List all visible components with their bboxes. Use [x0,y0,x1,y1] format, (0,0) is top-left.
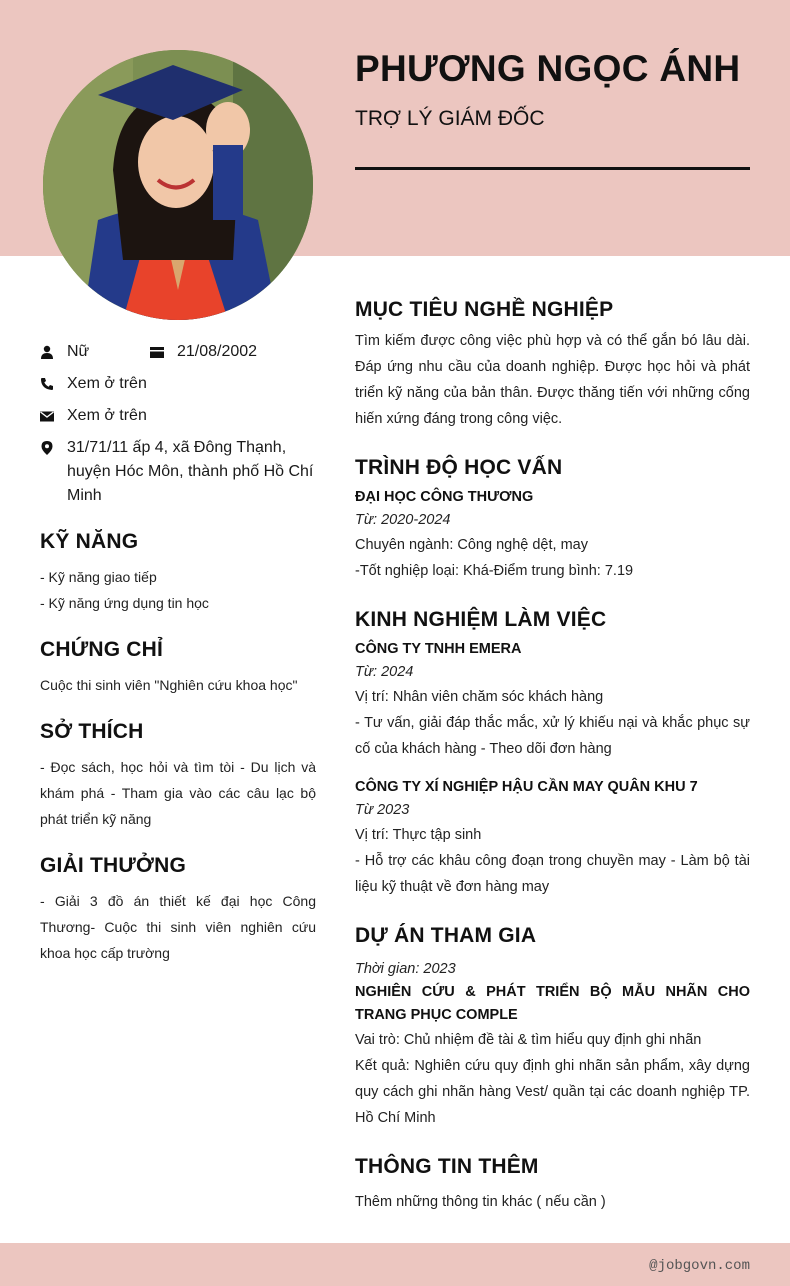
email-value: Xem ở trên [67,407,147,424]
calendar-icon [150,340,177,364]
address-value: 31/71/11 ấp 4, xã Đông Thạnh, huyện Hóc Môn, thành phố Hồ Chí Minh [67,439,314,504]
job-description: - Tư vấn, giải đáp thắc mắc, xử lý khiếu nại và khắc phục sự cố của khách hàng - Theo dõi đơn hàng [355,715,750,757]
certificates-text: Cuộc thi sinh viên "Nghiên cứu khoa học" [40,677,298,693]
person-icon [40,340,67,364]
location-pin-icon [40,436,67,460]
skills-heading: KỸ NĂNG [40,530,139,553]
left-column [40,340,316,966]
job-entry [355,776,750,900]
hobbies-text: - Đọc sách, học hỏi và tìm tòi - Du lịch và khám phá - Tham gia vào các câu lạc bộ phát triển kỹ năng [40,759,316,827]
project-result: Kết quả: Nghiên cứu quy định ghi nhãn sản phẩm, xây dựng quy cách ghi nhãn hàng Vest/ quần tại các doanh nghiệp TP. Hồ Chí Minh [355,1058,750,1126]
extra-info-text: Thêm những thông tin khác ( nếu cần ) [355,1194,606,1210]
project-name: NGHIÊN CỨU & PHÁT TRIỂN BỘ MẪU NHÃN CHO TRANG PHỤC COMPLE [355,984,750,1023]
education-period: Từ: 2020-2024 [355,512,451,528]
phone-row [40,372,316,396]
awards-heading: GIẢI THƯỞNG [40,854,187,877]
objective-text: Tìm kiếm được công việc phù hợp và có thể gắn bó lâu dài. Đáp ứng nhu cầu của doanh nghiệp. Được học hỏi và phát triển kỹ năng của bản thân. Được thăng tiến với những cống hiến xứng đáng trong công việc. [355,333,750,427]
job-position: Vị trí: Thực tập sinh [355,827,482,843]
phone-icon [40,372,67,396]
experience-section [355,608,750,900]
address-row [40,436,316,508]
school-name: ĐẠI HỌC CÔNG THƯƠNG [355,489,534,505]
company-name: CÔNG TY TNHH EMERA [355,641,522,657]
objective-section [355,298,750,432]
awards-text: - Giải 3 đồ án thiết kế đại học Công Thương- Cuộc thi sinh viên nghiên cứu khoa học cấp trường [40,893,316,961]
gender-value: Nữ [67,343,90,360]
job-period: Từ: 2024 [355,664,414,680]
extra-info-heading: THÔNG TIN THÊM [355,1155,539,1178]
skill-item: - Kỹ năng ứng dụng tin học [40,595,209,611]
header-divider [355,167,750,170]
certificates-heading: CHỨNG CHỈ [40,638,164,661]
skill-item: - Kỹ năng giao tiếp [40,569,157,585]
experience-heading: KINH NGHIỆM LÀM VIỆC [355,608,607,631]
personal-info-row [40,340,316,364]
job-entry [355,638,750,762]
education-section [355,456,750,584]
footer-credit: @jobgovn.com [649,1258,750,1274]
job-position: Vị trí: Nhân viên chăm sóc khách hàng [355,689,604,705]
projects-section [355,924,750,1131]
candidate-name: PHƯƠNG NGỌC ÁNH [355,48,741,89]
education-grade: -Tốt nghiệp loại: Khá-Điểm trung bình: 7.19 [355,563,634,579]
education-major: Chuyên ngành: Công nghệ dệt, may [355,537,588,553]
projects-heading: DỰ ÁN THAM GIA [355,924,537,947]
email-row [40,404,316,428]
project-period: Thời gian: 2023 [355,961,456,977]
birthdate-value: 21/08/2002 [177,343,258,360]
job-description: - Hỗ trợ các khâu công đoạn trong chuyền may - Làm bộ tài liệu kỹ thuật về đơn hàng may [355,853,750,895]
hobbies-heading: SỞ THÍCH [40,720,144,743]
mail-icon [40,404,67,428]
phone-value: Xem ở trên [67,375,147,392]
objective-heading: MỤC TIÊU NGHỀ NGHIỆP [355,298,614,321]
company-name: CÔNG TY XÍ NGHIỆP HẬU CẦN MAY QUÂN KHU 7 [355,779,698,795]
right-column [355,298,750,1239]
job-period: Từ 2023 [355,802,410,818]
job-title: TRỢ LÝ GIÁM ĐỐC [355,107,545,130]
education-heading: TRÌNH ĐỘ HỌC VẤN [355,456,563,479]
extra-info-section [355,1155,750,1215]
project-role: Vai trò: Chủ nhiệm đề tài & tìm hiểu quy định ghi nhãn [355,1032,702,1048]
profile-photo [43,50,313,320]
